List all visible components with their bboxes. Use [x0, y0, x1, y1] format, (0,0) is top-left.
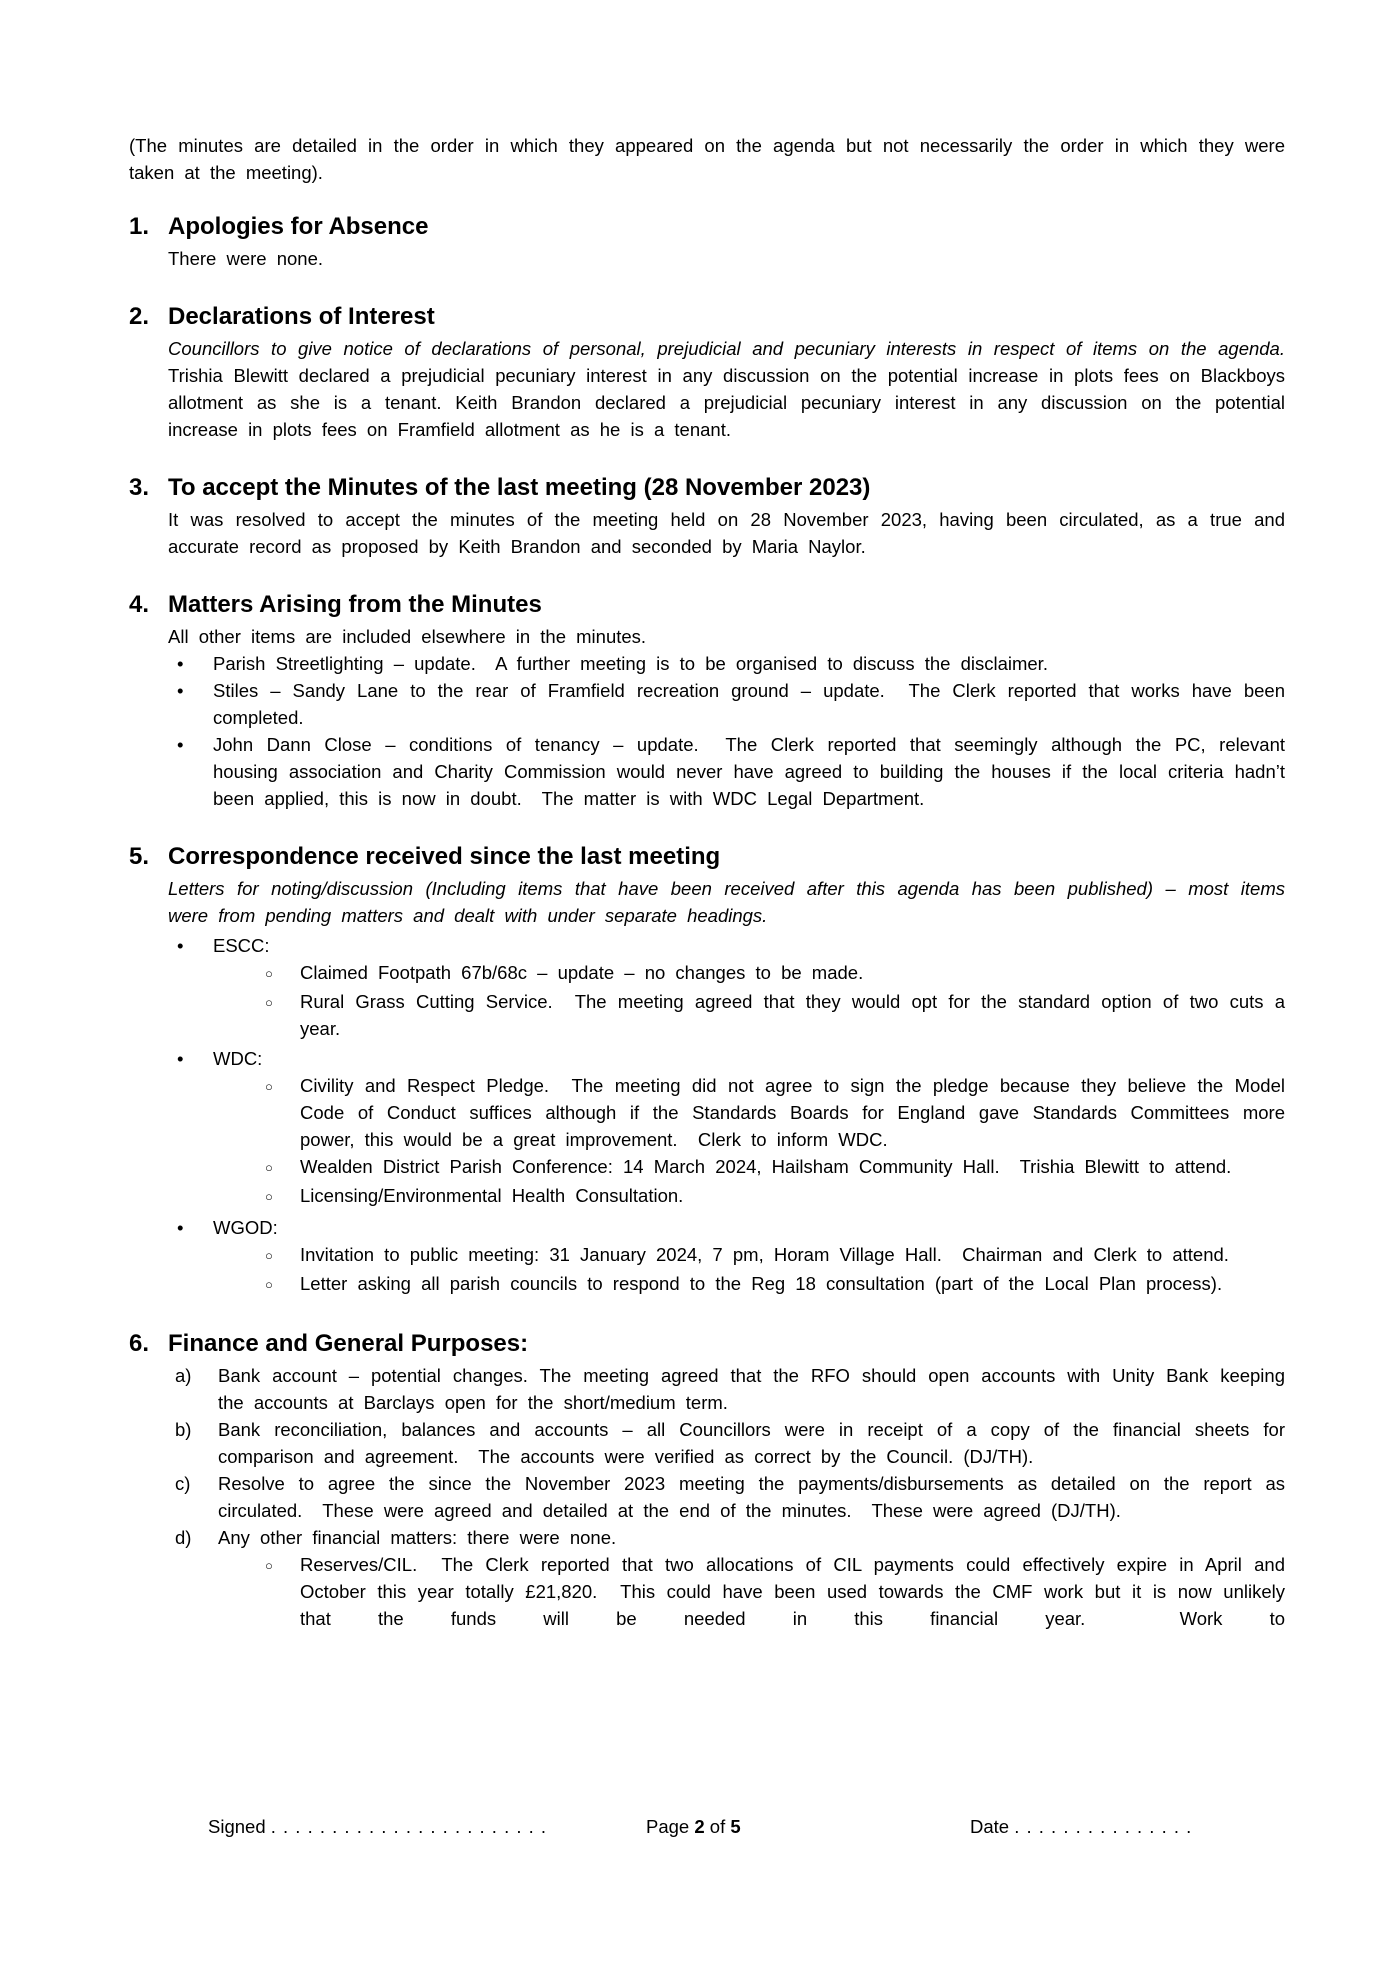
- list-item: [168, 1182, 1285, 1211]
- lettered-item: [168, 1470, 1296, 1524]
- section-matters-arising: [129, 590, 1296, 812]
- bullet-list: [168, 650, 1296, 812]
- list-item-text: Civility and Respect Pledge. The meeting did not agree to sign the pledge because they believe the Model Code of Conduct suffices although if the Standards Boards for England gave Standards Committees more power, this would be a great improvement. Clerk to inform WDC.: [300, 1075, 1296, 1150]
- bullet-icon: [168, 731, 213, 812]
- list-item-text: Letter asking all parish councils to respond to the Reg 18 consultation (part of the Local Plan process).: [300, 1273, 1223, 1294]
- list-item: [168, 1551, 1296, 1632]
- circle-bullet-icon: [263, 1153, 300, 1182]
- signed-label: Signed: [208, 1816, 266, 1837]
- list-item-text: Stiles – Sandy Lane to the rear of Framfield recreation ground – update. The Clerk reported that works have been completed.: [213, 680, 1296, 728]
- bullet-icon: [168, 1214, 213, 1241]
- item-letter: c): [175, 1473, 191, 1494]
- bullet-icon: [168, 1045, 213, 1072]
- section-title: Correspondence received since the last meeting: [168, 843, 721, 870]
- list-item: [168, 1072, 1296, 1153]
- list-item: [168, 959, 1285, 988]
- item-letter: b): [175, 1419, 192, 1440]
- body-text: Trishia Blewitt declared a prejudicial pecuniary interest in any discussion on the potential increase in plots fees on Blackboys allotment as she is a tenant. Keith Brandon declared a prejudicial pecuniary interest in any discussion on the potential increase in plots fees on Framfield allotment as he is a tenant.: [168, 338, 1316, 440]
- group-label: [168, 932, 1285, 959]
- list-item-text: Invitation to public meeting: 31 January 2024, 7 pm, Horam Village Hall. Chairman and Clerk to attend.: [300, 1244, 1229, 1265]
- item-letter: a): [175, 1365, 192, 1386]
- intro-paragraph: (The minutes are detailed in the order in which they appeared on the agenda but not necessarily the order in which they were taken at the meeting).: [129, 135, 1296, 183]
- date-dotted-line: . . . . . . . . . . . . . . .: [1014, 1816, 1193, 1837]
- circle-bullet-icon: [263, 1182, 300, 1211]
- circle-bullet-icon: [263, 959, 300, 988]
- section-body: There were none.: [168, 248, 324, 269]
- list-item-text: Wealden District Parish Conference: 14 March 2024, Hailsham Community Hall. Trishia Blewitt to attend.: [300, 1156, 1232, 1177]
- circle-bullet-icon: [263, 1270, 300, 1299]
- group-label: [168, 1214, 1285, 1241]
- lettered-item-text: Bank account – potential changes. The meeting agreed that the RFO should open accounts with Unity Bank keeping the accounts at Barclays open for the short/medium term.: [218, 1365, 1296, 1413]
- list-item: [168, 650, 1285, 677]
- page-indicator: [646, 1813, 741, 1840]
- list-item-text: Claimed Footpath 67b/68c – update – no changes to be made.: [300, 962, 864, 983]
- list-item: [168, 988, 1296, 1042]
- lettered-item: [168, 1416, 1296, 1470]
- bullet-icon: [168, 677, 213, 731]
- section-title: Declarations of Interest: [168, 303, 435, 330]
- page-label: Page: [646, 1816, 690, 1837]
- bullet-icon: [168, 932, 213, 959]
- circle-bullet-icon: [263, 1551, 300, 1632]
- lettered-item-text: Any other financial matters: there were none.: [218, 1527, 617, 1548]
- group-label-text: WGOD:: [213, 1217, 278, 1238]
- section-title: To accept the Minutes of the last meeting (28 November 2023): [168, 474, 871, 501]
- section-body: All other items are included elsewhere in the minutes.: [168, 626, 647, 647]
- section-number: 1.: [129, 213, 150, 240]
- list-item-text: Parish Streetlighting – update. A further meeting is to be organised to discuss the disclaimer.: [213, 653, 1048, 674]
- bullet-icon: [168, 650, 213, 677]
- list-item: [168, 1270, 1285, 1299]
- section-title: Matters Arising from the Minutes: [168, 591, 542, 618]
- list-item-text: Licensing/Environmental Health Consultation.: [300, 1185, 684, 1206]
- section-number: 4.: [129, 591, 150, 618]
- section-number: 5.: [129, 843, 150, 870]
- section-body: [168, 335, 1316, 443]
- section-apologies: [129, 212, 1285, 272]
- page-number: 2: [694, 1816, 705, 1837]
- date-label: Date: [970, 1816, 1010, 1837]
- section-correspondence: [129, 842, 1296, 1299]
- list-item: [168, 677, 1296, 731]
- list-item-text: Rural Grass Cutting Service. The meeting agreed that they would opt for the standard option of two cuts a year.: [300, 991, 1296, 1039]
- circle-bullet-icon: [263, 1072, 300, 1153]
- circle-bullet-icon: [263, 988, 300, 1042]
- lettered-list: [168, 1362, 1296, 1632]
- section-accept-minutes: [129, 473, 1296, 560]
- list-item-text: John Dann Close – conditions of tenancy – update. The Clerk reported that seemingly although the PC, relevant housing association and Charity Commission would never have agreed to building the houses if the local criteria hadn’t been applied, this is now in doubt. The matter is with WDC Legal Department.: [213, 734, 1296, 809]
- italic-lead: Councillors to give notice of declarations of personal, prejudicial and pecuniary interests in respect of items on the agenda.: [168, 338, 1285, 359]
- lettered-item-text: Bank reconciliation, balances and accounts – all Councillors were in receipt of a copy of the financial sheets for comparison and agreement. The accounts were verified as correct by the Council. (DJ/TH).: [218, 1419, 1296, 1467]
- list-item: [168, 1153, 1285, 1182]
- lettered-item: [168, 1362, 1296, 1416]
- list-item: [168, 731, 1296, 812]
- lettered-item-text: Resolve to agree the since the November 2023 meeting the payments/disbursements as detailed on the report as circulated. These were agreed and detailed at the end of the minutes. These were agreed (DJ/TH).: [218, 1473, 1296, 1521]
- section-number: 2.: [129, 303, 150, 330]
- section-number: 6.: [129, 1330, 150, 1357]
- list-item: [168, 1241, 1285, 1270]
- page-total: 5: [730, 1816, 741, 1837]
- lettered-item: [168, 1524, 1285, 1551]
- group-label: [168, 1045, 1285, 1072]
- circle-bullet-icon: [263, 1241, 300, 1270]
- section-number: 3.: [129, 474, 150, 501]
- signed-line: [208, 1813, 547, 1840]
- italic-lead: Letters for noting/discussion (Including items that have been received after this agenda has been published) – most items were from pending matters and dealt with under separate headings.: [168, 878, 1296, 926]
- group-label-text: ESCC:: [213, 935, 270, 956]
- section-title: Finance and General Purposes:: [168, 1330, 529, 1357]
- section-finance: [129, 1329, 1296, 1632]
- section-title: Apologies for Absence: [168, 213, 429, 240]
- group-label-text: WDC:: [213, 1048, 263, 1069]
- list-item-text: Reserves/CIL. The Clerk reported that two allocations of CIL payments could effectively expire in April and October this year totally £21,820. This could have been used towards the CMF work but it is now unlikely that the funds will be needed in this financial year. Work to: [300, 1554, 1296, 1629]
- of-label: of: [709, 1816, 726, 1837]
- section-body: It was resolved to accept the minutes of the meeting held on 28 November 2023, having been circulated, as a true and accurate record as proposed by Keith Brandon and seconded by Maria Naylor.: [168, 509, 1296, 557]
- section-declarations: [129, 302, 1316, 443]
- item-letter: d): [175, 1527, 192, 1548]
- correspondence-list: [168, 932, 1296, 1299]
- signature-dotted-line: . . . . . . . . . . . . . . . . . . . . . . .: [270, 1816, 548, 1837]
- date-line: [970, 1813, 1192, 1840]
